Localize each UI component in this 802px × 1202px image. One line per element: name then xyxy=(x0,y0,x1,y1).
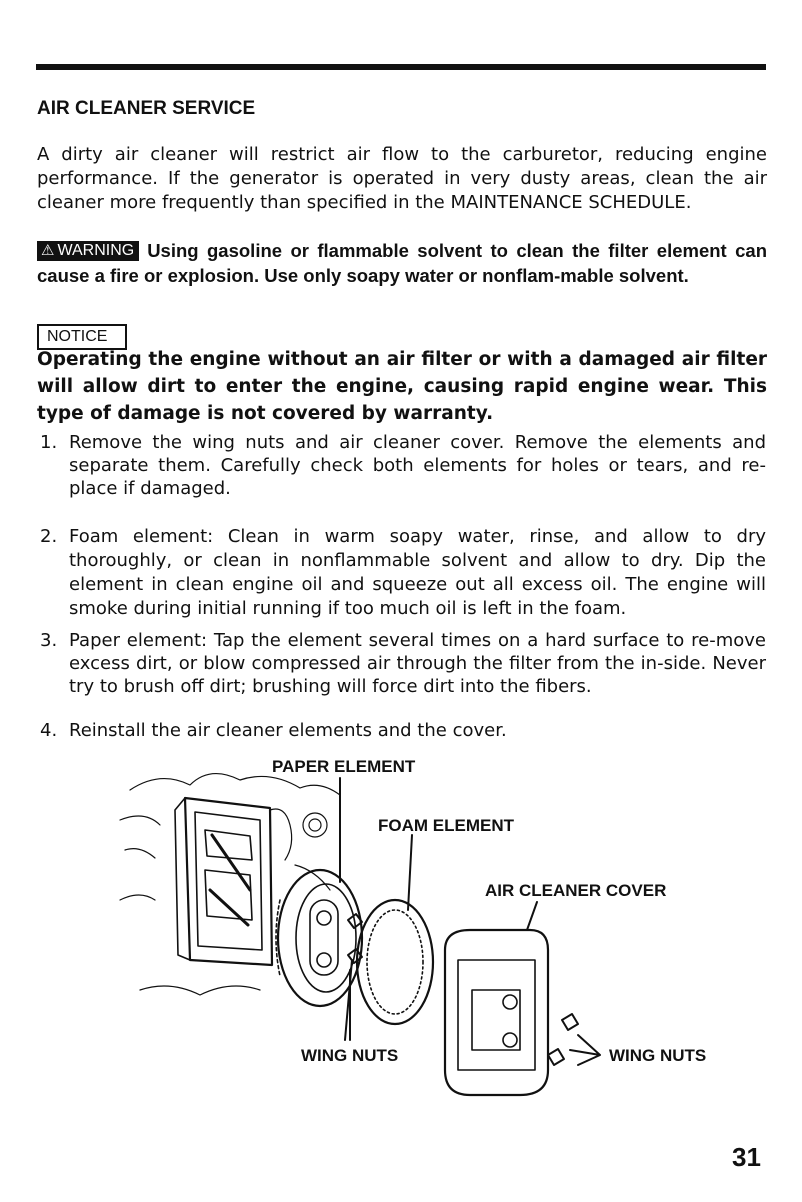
step-1 xyxy=(40,431,766,500)
step-text: Paper element: Tap the element several times on a hard surface to re-move excess dirt, or blow compressed air through the filter from the in-side. Never try to brush off dirt; brushing will force dirt into the fibers. xyxy=(69,630,766,697)
step-4 xyxy=(40,719,766,742)
step-text: Foam element: Clean in warm soapy water, rinse, and allow to dry thoroughly, or clean in nonflammable solvent and allow to dry. Dip the element in clean engine oil and squeeze out all excess oil. The engine will smoke during initial running if too much oil is left in the foam. xyxy=(69,526,766,619)
label-wing-nuts-right: WING NUTS xyxy=(609,1046,707,1065)
step-number: 3. xyxy=(40,630,58,651)
warning-badge xyxy=(37,241,139,261)
step-3 xyxy=(40,629,766,698)
section-heading: AIR CLEANER SERVICE xyxy=(37,98,256,119)
label-wing-nuts-left: WING NUTS xyxy=(301,1046,399,1065)
label-air-cleaner-cover: AIR CLEANER COVER xyxy=(485,881,667,900)
step-2 xyxy=(40,525,766,621)
air-cleaner-diagram xyxy=(100,750,760,1110)
step-number: 4. xyxy=(40,720,58,741)
step-number: 2. xyxy=(40,526,58,547)
page-number: 31 xyxy=(732,1142,761,1172)
notice-text: Operating the engine without an air filter or with a damaged air filter will allow dirt to enter the engine, causing rapid engine wear. This type of damage is not covered by warranty. xyxy=(37,349,767,424)
notice-badge: NOTICE xyxy=(37,324,127,350)
step-text: Remove the wing nuts and air cleaner cover. Remove the elements and separate them. Carefully check both elements for holes or tears, and re-place if damaged. xyxy=(69,432,766,499)
step-text: Reinstall the air cleaner elements and the cover. xyxy=(69,720,507,741)
warning-badge-label: WARNING xyxy=(57,242,135,259)
label-paper-element: PAPER ELEMENT xyxy=(272,757,416,776)
top-rule xyxy=(36,64,766,70)
intro-paragraph: A dirty air cleaner will restrict air flow to the carburetor, reducing engine performance. If the generator is operated in very dusty areas, clean the air cleaner more frequently than specified in the MAINTENANCE SCHEDULE. xyxy=(37,144,767,213)
step-number: 1. xyxy=(40,432,58,453)
warning-triangle-icon: ⚠ xyxy=(41,242,55,259)
warning-block xyxy=(37,238,767,288)
label-foam-element: FOAM ELEMENT xyxy=(378,816,514,835)
air-cleaner-cover xyxy=(445,930,548,1095)
warning-text: Using gasoline or flammable solvent to clean the filter element can cause a fire or explosion. Use only soapy water or nonflam-mable solvent. xyxy=(37,240,767,286)
foam-element xyxy=(357,900,433,1024)
air-cleaner-case xyxy=(175,798,272,965)
